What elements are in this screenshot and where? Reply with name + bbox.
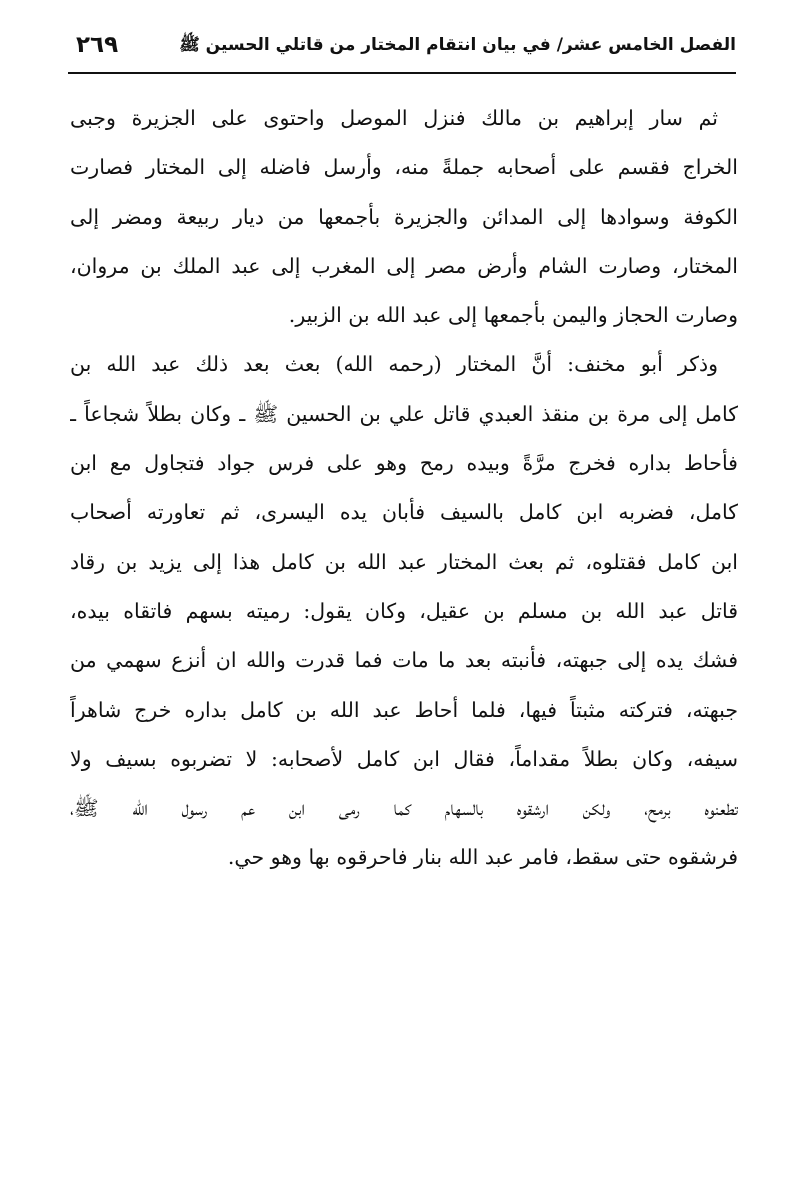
chapter-title: الفصل الخامس عشر/ في بيان انتقام المختار من قاتلي الحسين ﷺ (179, 35, 736, 55)
text-line: سيفه، وكان بطلاً مقداماً، فقال ابن كامل لأصحابه: لا تضربوه بسيف ولا (70, 746, 738, 771)
text-line: كامل إلى مرة بن منقذ العبدي قاتل علي بن الحسين ﷺ ـ وكان بطلاً شجاعاً ـ (70, 401, 738, 426)
text-line: ابن كامل فقتلوه، ثم بعث المختار عبد الله بن كامل هذا إلى يزيد بن رقاد (70, 549, 738, 574)
text-line: فأحاط بداره فخرج مرَّةً وبيده رمح وهو على فرس جواد فتجاول مع ابن (70, 451, 738, 476)
text-line: المختار، وصارت الشام وأرض مصر إلى المغرب إلى عبد الملك بن مروان، (70, 253, 738, 278)
text-line: الكوفة وسوادها إلى المدائن والجزيرة بأجمعها من ديار ربيعة ومضر إلى (70, 204, 738, 229)
text-line: فرشقوه حتى سقط، فامر عبد الله بنار فاحرقوه بها وهو حي. (227, 845, 738, 870)
running-header (68, 30, 736, 70)
text-line: وذكر أبو مخنف: أنَّ المختار (رحمه الله) بعث بعد ذلك عبد الله بن (70, 352, 718, 377)
text-line: فشك يده إلى جبهته، فأنبته بعد ما مات فما قدرت والله ان أنزع سهمي من (70, 648, 738, 673)
header-rule (68, 72, 736, 74)
page-number: ٢٦٩ (76, 32, 119, 58)
text-line: جبهته، فتركته مثبتاً فيها، فلما أحاط عبد الله بن كامل بداره خرج شاهراً (70, 697, 738, 722)
text-line: كامل، فضربه ابن كامل بالسيف فأبان يده اليسرى، ثم تعاورته أصحاب (70, 500, 738, 525)
text-line: تطعنوه برمح، ولكن ارشقوه بالسهام كما رمى ابن عم رسول الله ﷺ، (70, 796, 738, 821)
body-text (70, 94, 738, 883)
text-line: الخراج فقسم على أصحابه جملةً منه، وأرسل فاضله إلى المختار فصارت (70, 155, 738, 180)
text-line: ثم سار إبراهيم بن مالك فنزل الموصل واحتوى على الجزيرة وجبى (70, 106, 718, 130)
text-line: وصارت الحجاز واليمن بأجمعها إلى عبد الله بن الزبير. (288, 303, 738, 328)
text-line: قاتل عبد الله بن مسلم بن عقيل، وكان يقول: رميته بسهم فاتقاه بيده، (70, 598, 738, 623)
